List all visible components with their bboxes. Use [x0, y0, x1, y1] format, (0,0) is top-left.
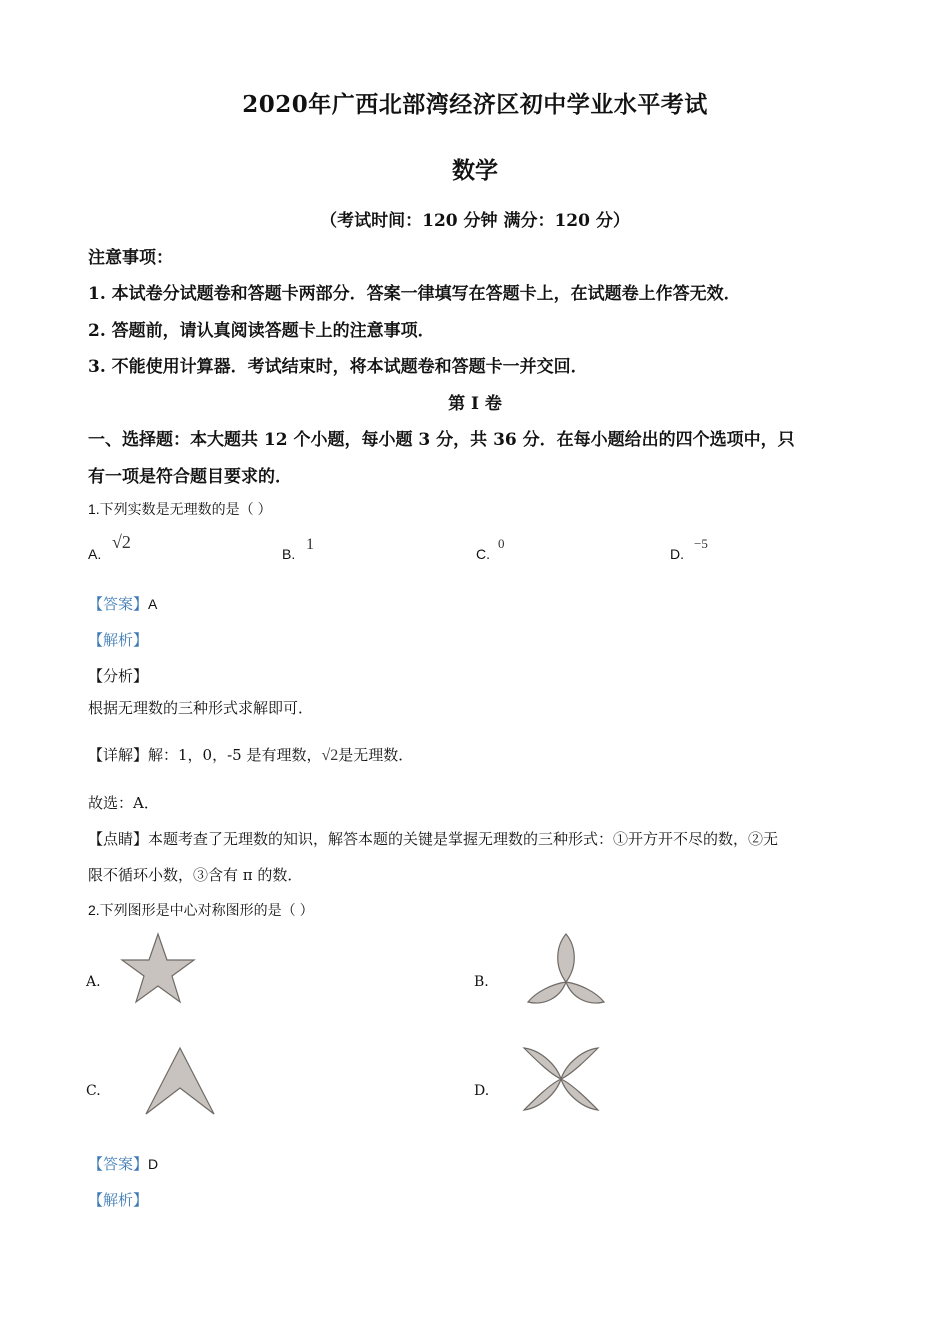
- q1-option-b-value: 1: [306, 536, 314, 553]
- q2-answer-value: D: [148, 1156, 159, 1172]
- q1-option-d-value: −5: [694, 536, 708, 551]
- four-petal-figure-icon: [520, 1044, 602, 1114]
- q1-analysis-tag: 【解析】: [88, 631, 149, 649]
- q2-option-d-letter: D.: [474, 1083, 490, 1099]
- q1-option-d-letter: D.: [670, 546, 684, 562]
- section-instruction-line-1: 一、选择题：本大题共 12 个小题，每小题 3 分，共 36 分．在每小题给出的四个选项中，只: [88, 430, 795, 450]
- q2-analysis-tag: 【解析】: [88, 1191, 149, 1209]
- q1-answer-value: A: [148, 596, 158, 612]
- q1-option-a-letter: A.: [88, 546, 102, 562]
- subject-title: 数学: [452, 157, 498, 184]
- q2-option-a-letter: A.: [86, 974, 101, 990]
- q1-detail-sqrt: √2: [321, 747, 339, 764]
- q1-comment-text-1: 本题考查了无理数的知识，解答本题的关键是掌握无理数的三种形式：①开方开不尽的数，②无: [148, 830, 779, 848]
- q2-answer-tag: 【答案】: [88, 1155, 149, 1173]
- notice-item-3: 3. 不能使用计算器．考试结束时，将本试题卷和答题卡一并交回．: [88, 357, 588, 377]
- volume-label: 第 I 卷: [448, 394, 502, 414]
- notice-item-2: 2. 答题前，请认真阅读答题卡上的注意事项．: [88, 321, 435, 341]
- q1-answer-row: [88, 593, 157, 614]
- q2-option-b-letter: B.: [474, 974, 489, 990]
- q2-answer-row: [88, 1153, 158, 1174]
- q1-comment-line-1: [88, 828, 778, 849]
- q1-detail-post: 是无理数．: [338, 746, 414, 764]
- q1-fenxi-text: 根据无理数的三种形式求解即可．: [88, 699, 314, 717]
- q1-detail-pre: 解：1，0，-5 是有理数，: [148, 746, 322, 764]
- exam-info: （考试时间：120 分钟 满分：120 分）: [320, 211, 630, 231]
- q1-option-c-value: 0: [498, 536, 505, 551]
- five-pointed-star-icon: [118, 930, 198, 1006]
- q1-detail-tag: 【详解】: [88, 746, 149, 764]
- q2-option-c-letter: C.: [86, 1083, 101, 1099]
- q2-stem: 2.下列图形是中心对称图形的是（ ）: [88, 902, 314, 918]
- q1-detail: [88, 744, 413, 765]
- three-petal-figure-icon: [522, 932, 610, 1006]
- q1-choose: 故选：A．: [88, 794, 159, 812]
- q1-option-a-value: √2: [112, 532, 131, 552]
- q1-answer-tag: 【答案】: [88, 595, 149, 613]
- q1-fenxi-tag: 【分析】: [88, 667, 149, 685]
- q1-option-b-letter: B.: [282, 546, 296, 562]
- q1-option-c-letter: C.: [476, 546, 490, 562]
- q1-comment-line-2: 限不循环小数，③含有 π 的数．: [88, 866, 303, 884]
- notice-item-1: 1. 本试卷分试题卷和答题卡两部分．答案一律填写在答题卡上，在试题卷上作答无效．: [88, 284, 741, 304]
- notice-heading: 注意事项：: [88, 248, 173, 268]
- q1-comment-tag: 【点睛】: [88, 830, 149, 848]
- q1-stem: 1.下列实数是无理数的是（ ）: [88, 501, 272, 517]
- arrowhead-figure-icon: [142, 1044, 218, 1118]
- section-instruction-line-2: 有一项是符合题目要求的．: [88, 467, 292, 487]
- exam-title: 2020年广西北部湾经济区初中学业水平考试: [242, 91, 708, 118]
